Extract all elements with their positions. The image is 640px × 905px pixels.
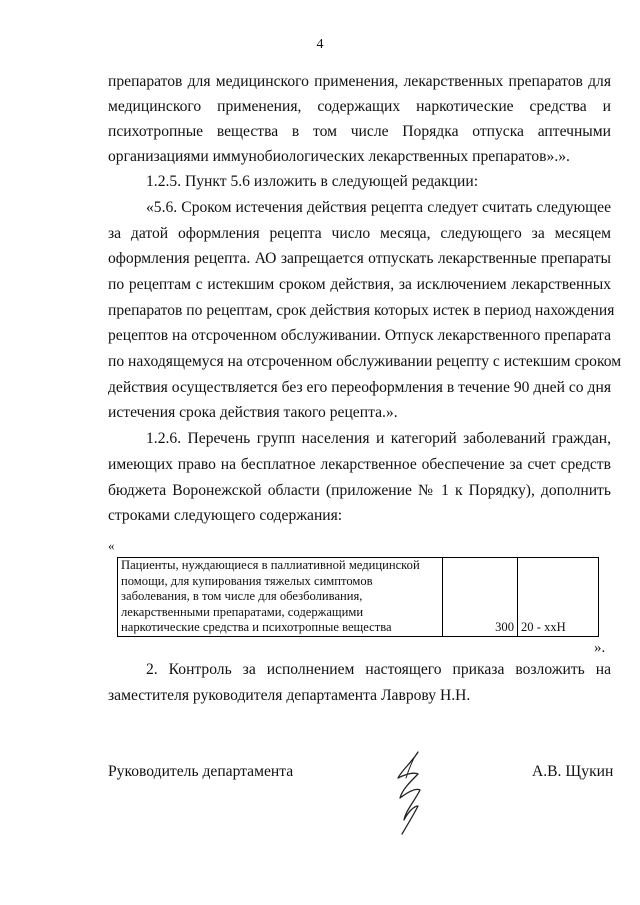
text-line: организациями иммунобиологических лекарственных препаратов».».	[108, 148, 570, 165]
page-number: 4	[316, 37, 324, 52]
inserted-table	[117, 557, 599, 637]
text-line: «5.6. Сроком истечения действия рецепта следует считать следующее	[146, 199, 611, 216]
text-line: 2. Контроль за исполнением настоящего приказа возложить на	[146, 661, 611, 678]
quote-close-mark: ».	[594, 640, 606, 656]
table-cell-line: лекарственными препаратами, содержащими	[121, 604, 364, 619]
handwritten-signature	[384, 748, 444, 843]
text-line: по находящемуся на отсроченном обслуживании рецепту с истекшим сроком	[108, 353, 622, 370]
text-line: препаратов по рецептам, срок действия которых истек в период нахождения	[108, 302, 615, 319]
text-line: медицинского применения, содержащих наркотические средства и	[108, 98, 611, 115]
table-cell-line: помощи, для купирования тяжелых симптомов	[121, 573, 373, 588]
text-line: действия осуществляется без его переоформления в течение 90 дней со дня	[108, 379, 611, 396]
text-line: заместителя руководителя департамента Лаврову Н.Н.	[108, 687, 471, 704]
quote-open-mark: «	[108, 538, 115, 553]
text-line: оформления рецепта. АО запрещается отпускать лекарственные препараты	[108, 250, 611, 267]
signatory-title: Руководитель департамента	[108, 763, 294, 780]
table-cell-range: 20 - xxH	[518, 558, 599, 637]
table-row	[118, 558, 599, 637]
text-line: психотропные вещества в том числе Порядка отпуска аптечными	[108, 123, 611, 140]
text-line: строками следующего содержания:	[108, 507, 343, 524]
text-line: препаратов для медицинского применения, лекарственных препаратов для	[108, 73, 611, 90]
text-line: 1.2.5. Пункт 5.6 изложить в следующей редакции:	[146, 173, 479, 190]
signatory-name: А.В. Щукин	[532, 763, 614, 780]
text-line: 1.2.6. Перечень групп населения и категорий заболеваний граждан,	[146, 430, 611, 447]
table-cell-line: наркотические средства и психотропные вещества	[121, 620, 392, 635]
text-line: имеющих право на бесплатное лекарственное обеспечение за счет средств	[108, 456, 611, 473]
text-line: истечения срока действия такого рецепта.».	[108, 404, 398, 421]
text-line: по рецептам с истекшим сроком действия, за исключением лекарственных	[108, 276, 611, 293]
table-cell-code: 300	[443, 558, 518, 637]
table-cell-description	[118, 558, 443, 637]
text-line: бюджета Воронежской области (приложение № 1 к Порядку), дополнить	[108, 482, 611, 499]
table-cell-line: Пациенты, нуждающиеся в паллиативной медицинской	[121, 558, 420, 572]
text-line: за датой оформления рецепта число месяца, следующего за месяцем	[108, 225, 611, 242]
text-line: рецептов на отсроченном обслуживании. Отпуск лекарственного препарата	[108, 327, 611, 344]
table-cell-line: заболевания, в том числе для обезболивания,	[121, 589, 363, 604]
